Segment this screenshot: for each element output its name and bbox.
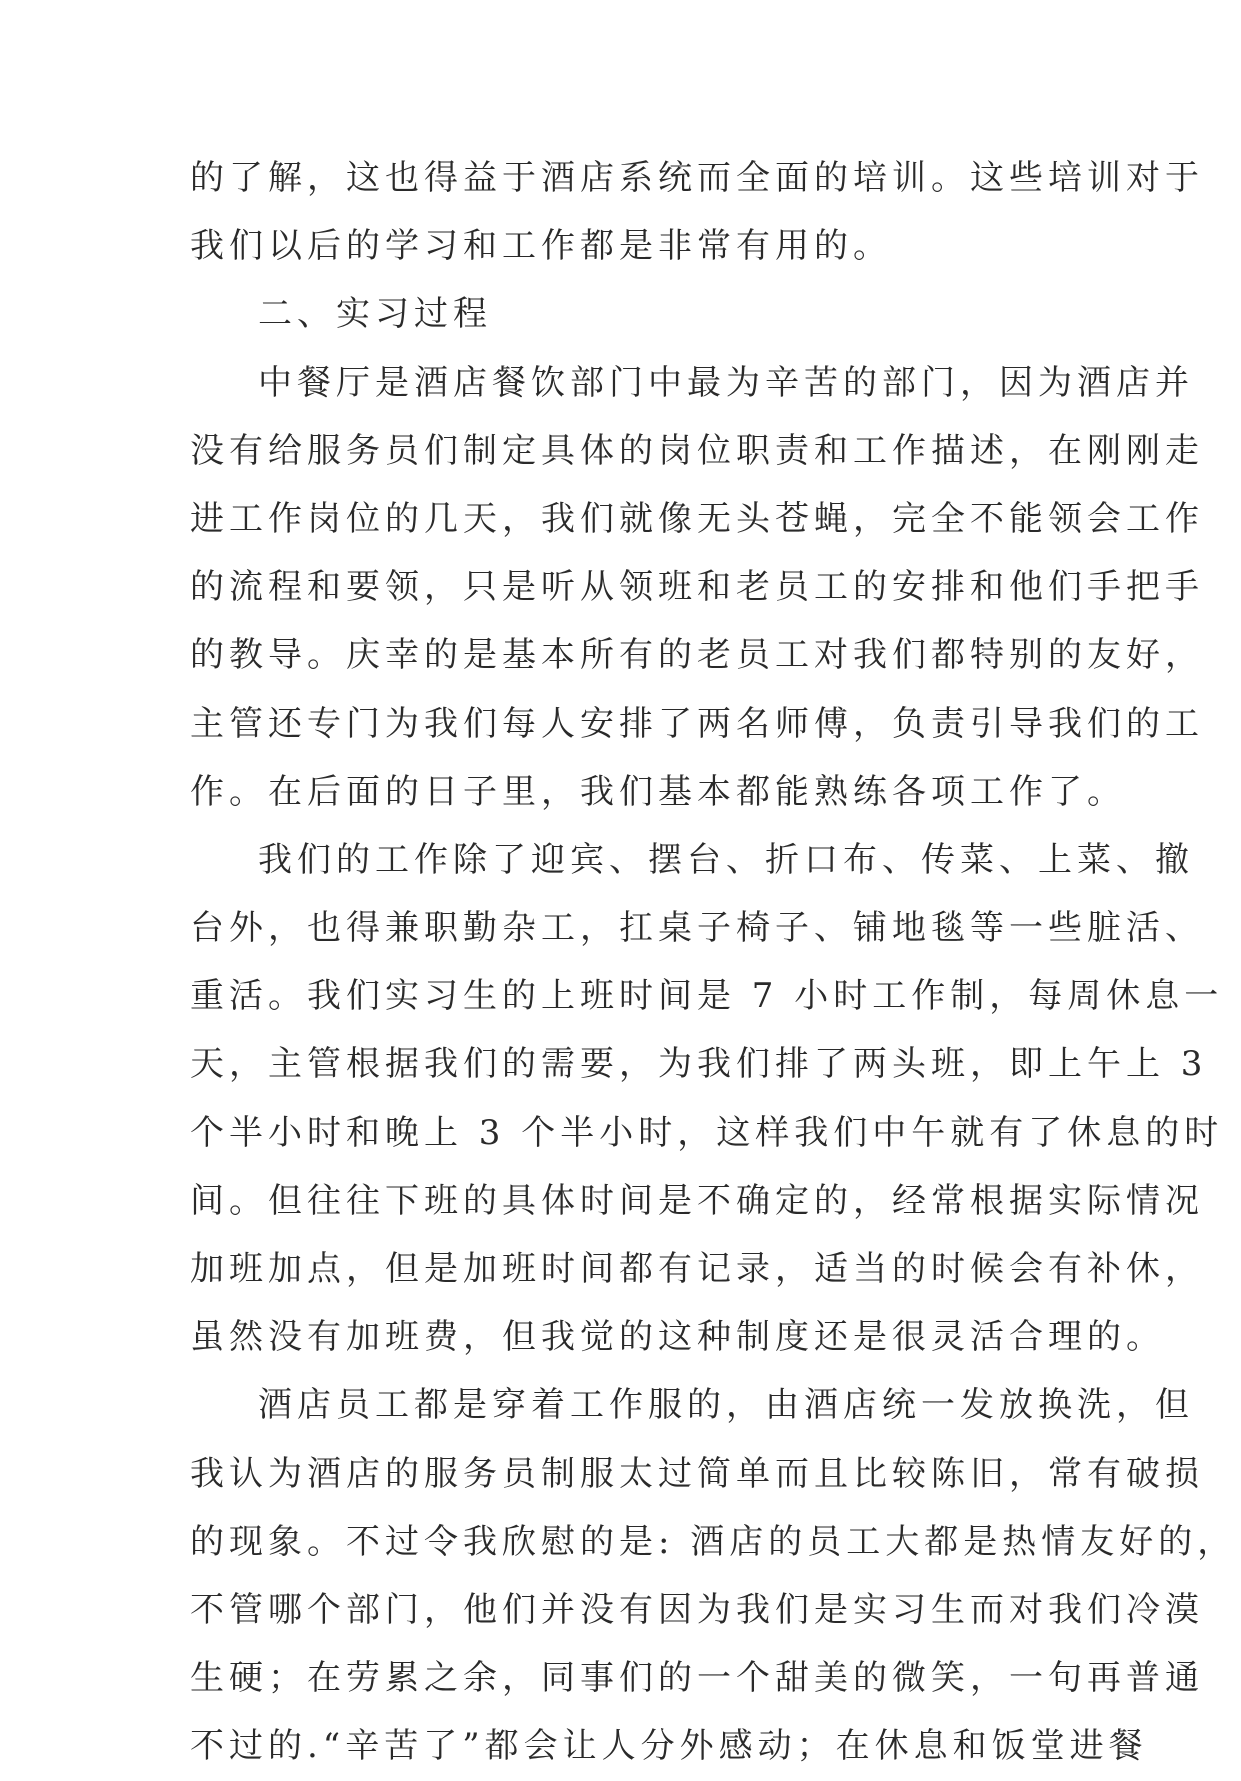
paragraph-first-line: 酒店员工都是穿着工作服的，由酒店统一发放换洗，但	[258, 1385, 1194, 1426]
text-line: 生硬；在劳累之余，同事们的一个甜美的微笑，一句再普通	[190, 1658, 1204, 1699]
text-line: 的教导。庆幸的是基本所有的老员工对我们都特别的友好，	[190, 635, 1204, 676]
section-heading: 二、实习过程	[258, 294, 492, 335]
text-line: 我们以后的学习和工作都是非常有用的。	[190, 226, 892, 267]
text-line: 加班加点，但是加班时间都有记录，适当的时候会有补休，	[190, 1249, 1204, 1289]
text-line: 间。但往往下班的具体时间是不确定的，经常根据实际情况	[190, 1180, 1204, 1221]
text-line: 的现象。不过令我欣慰的是: 酒店的员工大都是热情友好的，	[190, 1521, 1237, 1562]
text-line: 进工作岗位的几天，我们就像无头苍蝇，完全不能领会工作	[190, 498, 1204, 539]
paragraph-first-line: 我们的工作除了迎宾、摆台、折口布、传菜、上菜、撤	[258, 839, 1194, 880]
document-body	[190, 144, 1237, 1781]
text-line: 没有给服务员们制定具体的岗位职责和工作描述，在刚刚走	[190, 430, 1204, 471]
paragraph-first-line: 中餐厅是酒店餐饮部门中最为辛苦的部门，因为酒店并	[258, 362, 1194, 403]
text-line: 不过的.“辛苦了”都会让人分外感动；在休息和饭堂进餐	[190, 1726, 1148, 1767]
text-line: 台外，也得兼职勤杂工，扛桌子椅子、铺地毯等一些脏活、	[190, 908, 1204, 949]
text-line: 我认为酒店的服务员制服太过简单而且比较陈旧，常有破损	[190, 1453, 1204, 1494]
text-line: 主管还专门为我们每人安排了两名师傅，负责引导我们的工	[190, 703, 1204, 744]
text-line: 不管哪个部门，他们并没有因为我们是实习生而对我们冷漠	[190, 1589, 1204, 1630]
text-line: 的流程和要领，只是听从领班和老员工的安排和他们手把手	[190, 567, 1204, 608]
text-line: 天，主管根据我们的需要，为我们排了两头班，即上午上 3	[190, 1044, 1208, 1085]
text-line: 的了解，这也得益于酒店系统而全面的培训。这些培训对于	[190, 158, 1204, 198]
text-line: 重活。我们实习生的上班时间是 7 小时工作制，每周休息一	[190, 976, 1224, 1017]
text-line: 虽然没有加班费，但我觉的这种制度还是很灵活合理的。	[190, 1317, 1165, 1358]
text-line: 作。在后面的日子里，我们基本都能熟练各项工作了。	[190, 771, 1126, 812]
text-line: 个半小时和晚上 3 个半小时，这样我们中午就有了休息的时	[190, 1112, 1224, 1153]
